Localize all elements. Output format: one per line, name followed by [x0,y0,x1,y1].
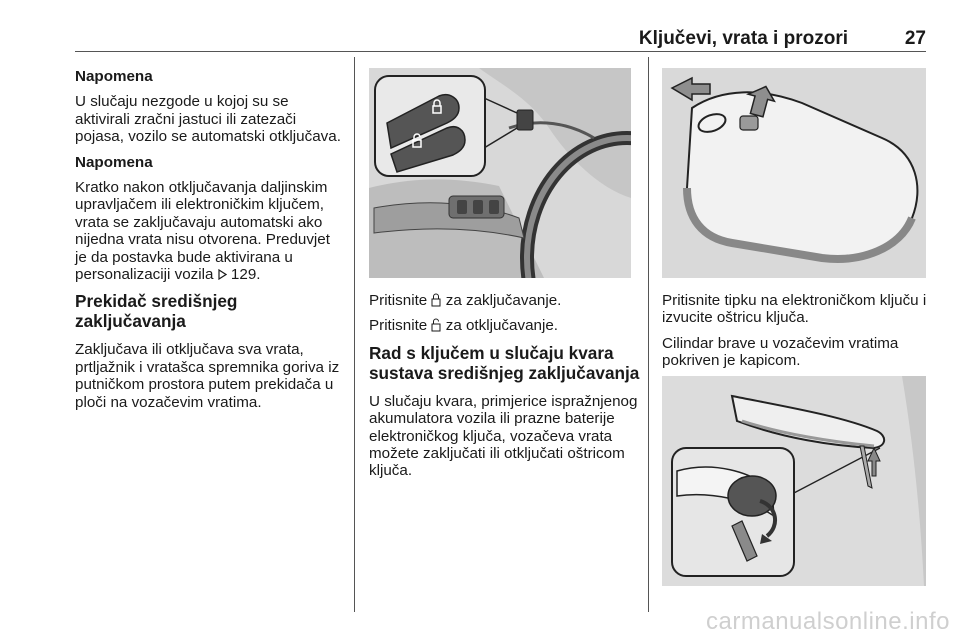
section-body-key-failure: U slučaju kvara, primjerice ispražnjenog akumulatora vozila ili prazne baterije elektroničkog ključa, vozačeva vrata možete zaključati ili otključati oštricom ključa. [369,392,638,480]
note-2-heading: Napomena [75,153,153,171]
column-divider-2 [648,57,649,612]
section-heading-key-failure: Rad s ključem u slučaju kvara sustava središnjeg zaključavanja [369,342,640,383]
unlock-instruction [369,317,641,334]
electronic-key-figure [662,68,926,278]
door-handle-illustration [662,376,926,586]
column-2 [369,292,641,488]
lock-cylinder-cap-note: Cilindar brave u vozačevim vratima pokriven je kapicom. [662,334,899,370]
lock-instruction-prefix: Pritisnite [369,292,428,309]
page-header [75,28,926,50]
note-1-heading: Napomena [75,68,153,85]
header-title: Ključevi, vrata i prozori [638,28,848,49]
door-panel-illustration [369,68,631,278]
header-rule [75,51,926,52]
note-2-body [75,179,345,283]
lock-icon [431,293,441,307]
watermark: carmanualsonline.info [706,608,950,635]
page-reference-link[interactable]: 129. [230,266,261,284]
section-heading-central-lock-switch: Prekidač središnjeg zaključavanja [75,291,238,332]
extract-blade-instruction: Pritisnite tipku na elektroničkom ključu i izvucite oštricu ključa. [662,292,927,327]
lock-instruction [369,292,641,309]
door-handle-cap-figure [662,376,926,586]
electronic-key-illustration [662,68,926,278]
lock-instruction-suffix: za zaključavanje. [445,292,562,309]
unlock-icon [431,318,441,332]
triangle-right-outline-icon [218,269,227,280]
column-3 [662,292,928,378]
door-panel-lock-switch-figure [369,68,631,278]
section-body-central-lock-switch: Zaključava ili otključava sva vrata, prtljažnik i vratašca spremnika goriva iz putničkom prostora putem prekidača u ploči na vozačevim vratima. [75,341,340,411]
unlock-instruction-suffix: za otključavanje. [445,317,559,335]
column-1 [75,68,345,419]
unlock-instruction-prefix: Pritisnite [369,317,428,335]
note-2-text: Kratko nakon otključavanja daljinskim upravljačem ili elektroničkim ključem, vrata se zaključavaju automatski ako nijedna vrata nisu otvorena. Preduvjet je da postavka bude aktivirana u personalizaciji vozila [75,179,330,284]
column-divider-1 [354,57,355,612]
note-1-body: U slučaju nezgode u kojoj su se aktivirali zračni jastuci ili zatezači pojasa, vozilo se automatski otključava. [75,93,341,146]
page-number: 27 [904,28,926,49]
